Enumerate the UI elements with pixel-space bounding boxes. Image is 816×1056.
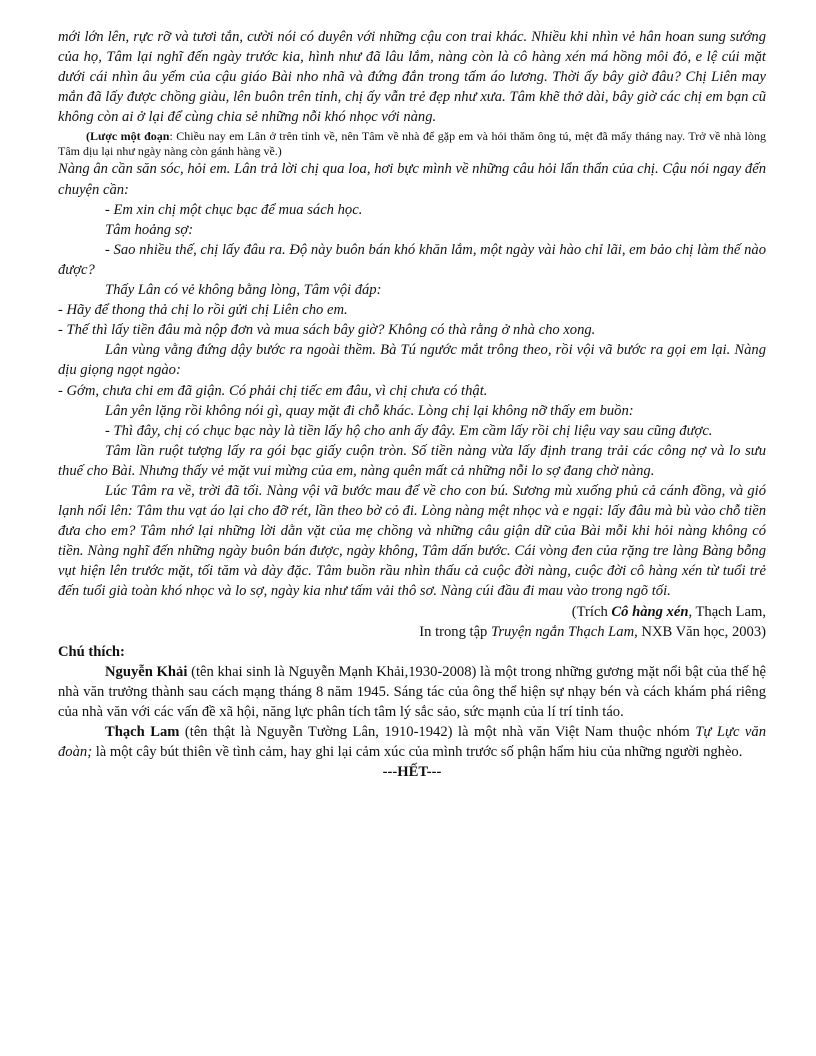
story-line: Lân yên lặng rồi không nói gì, quay mặt đi chỗ khác. Lòng chị lại không nỡ thấy em buồn: <box>105 402 634 419</box>
citation-line-1 <box>58 602 766 622</box>
citation-author: , Thạch Lam, <box>688 603 766 620</box>
citation-title: Cô hàng xén <box>611 603 689 620</box>
story-body <box>58 159 766 601</box>
story-line: Tâm lần ruột tượng lấy ra gói bạc giấy cuộn tròn. Số tiền nàng vừa lấy định trang trải các công nợ và lo sưu thuế cho Bài. Nhưng thấy vẻ mặt vui mừng của em, nàng quên mất cả những nỗi lo sợ đang chờ nàng. <box>58 442 766 479</box>
story-line: Lân vùng vằng đứng dậy bước ra ngoài thềm. Bà Tú ngước mắt trông theo, rồi vội vã bước ra gọi em lại. Nàng dịu giọng ngọt ngào: <box>58 342 766 379</box>
citation-collection-prefix: In trong tập <box>419 623 492 640</box>
note-author-name: Thạch Lam <box>105 724 180 741</box>
story-line: - Sao nhiều thế, chị lấy đâu ra. Độ này buôn bán khó khăn lắm, một ngày vài hào chỉ lãi, em bảo chị làm thế nào được? <box>58 241 766 278</box>
end-mark: ---HẾT--- <box>382 764 442 781</box>
citation-prefix: (Trích <box>571 603 612 620</box>
citation-publisher: , NXB Văn học, 2003) <box>634 623 766 640</box>
note-author-bio: (tên khai sinh là Nguyễn Mạnh Khải,1930-2008) là một trong những gương mặt nổi bật của thế hệ nhà văn trưởng thành sau cách mạng tháng 8 năm 1945. Sáng tác của ông thể hiện sự nhạy bén và cách khám phá riêng của nhà văn với các vấn đề xã hội, năng lực phân tích tâm lý sắc sảo, sức mạnh của lí trí tỉnh táo. <box>58 663 766 720</box>
story-line: Lúc Tâm ra về, trời đã tối. Nàng vội vã bước mau để về cho con bú. Sương mù xuống phủ cả cánh đồng, và gió lạnh nổi lên: Tâm thu vạt áo lại cho đỡ rét, lần theo bờ cỏ đi. Lòng nàng mệt nhọc và e ngại: lấy đâu mà bù vào chỗ tiền đưa cho em? Tâm nhớ lại những lời dằn vặt của mẹ chồng và những câu giận dữ của Bài mỗi khi hỏi nàng không có tiền. Nàng nghĩ đến những ngày buôn bán được, ngày không, Tâm dấn bước. Cái vòng đen của rặng tre làng Bàng bỗng vụt hiện lên trước mặt, tối tăm và dày đặc. Tâm buồn rầu nhìn thấu cả cuộc đời nàng, cuộc đời cô hàng xén từ tuổi trẻ đến tuổi già toàn khó nhọc và lo sợ, ngày kia như tấm vải thô sơ. Nàng cúi đầu đi mau vào trong ngõ tối. <box>58 482 766 600</box>
story-line: - Thì đây, chị có chục bạc này là tiền lấy hộ cho anh ấy đây. Em cầm lấy rồi chị liệu vay sau cũng được. <box>105 422 713 439</box>
story-line: Thấy Lân có vẻ không bằng lòng, Tâm vội đáp: <box>105 282 382 299</box>
citation-collection-title: Truyện ngắn Thạch Lam <box>491 623 635 640</box>
story-line: - Thế thì lấy tiền đâu mà nộp đơn và mua sách bây giờ? Không có thà rằng ở nhà cho xong. <box>58 322 596 339</box>
omitted-passage-summary <box>58 129 766 159</box>
summary-label: (Lược một đoạn <box>86 129 170 144</box>
citation-line-2 <box>58 622 766 642</box>
note-literary-group: Tự Lực văn đoàn; <box>58 724 766 761</box>
story-intro-paragraph: mới lớn lên, rực rỡ và tươi tắn, cười nói có duyên với những cậu con trai khác. Nhiều khi nhìn vẻ hân hoan sung sướng của họ, Tâm lại nghĩ đến ngày trước kia, hình như đã lâu lắm, nàng còn là cô hàng xén má hồng môi đỏ, e lệ cúi mặt dưới cái nhìn âu yếm của cậu giáo Bài nho nhã và đứng đắn trong tấm áo lương. Thời ấy bây giờ đâu? Chị Liên may mắn đã lấy được chồng giàu, lên buôn trên tỉnh, chị ấy vẫn trẻ đẹp như xưa. Tâm khẽ thở dài, bây giờ các chị em bạn cũ không còn ai ở lại để cùng chia sẻ những nỗi khó nhọc với nàng. <box>58 29 766 126</box>
note-author-bio-end: là một cây bút thiên về tình cảm, hay ghi lại cảm xúc của mình trước số phận hẩm hiu của những người nghèo. <box>92 744 743 761</box>
note-author-name: Nguyễn Khải <box>105 663 188 680</box>
summary-text: : Chiều nay em Lân ở trên tỉnh về, nên Tâm về nhà để gặp em và hỏi thăm ông tú, mệt đã mấy tháng nay. Trở về nhà lòng Tâm dịu lại như ngày nàng còn gánh hàng về.) <box>58 129 766 159</box>
note-author-bio: (tên thật là Nguyễn Tường Lân, 1910-1942) là một nhà văn Việt Nam thuộc nhóm <box>179 724 696 741</box>
story-line: - Gớm, chưa chi em đã giận. Có phải chị tiếc em đâu, vì chị chưa có thật. <box>58 382 488 399</box>
note-nguyen-khai <box>58 662 766 722</box>
story-line: Nàng ân cần săn sóc, hỏi em. Lân trả lời chị qua loa, hơi bực mình về những câu hỏi lẩn thẩn của chị. Cậu nói ngay đến chuyện cần: <box>58 161 766 198</box>
story-line: - Em xin chị một chục bạc để mua sách học. <box>105 201 363 218</box>
story-line: - Hãy để thong thả chị lo rồi gửi chị Liên cho em. <box>58 302 348 319</box>
notes-heading: Chú thích: <box>58 643 125 660</box>
document-page <box>58 27 766 782</box>
story-line: Tâm hoảng sợ: <box>105 221 194 238</box>
note-thach-lam <box>58 722 766 762</box>
